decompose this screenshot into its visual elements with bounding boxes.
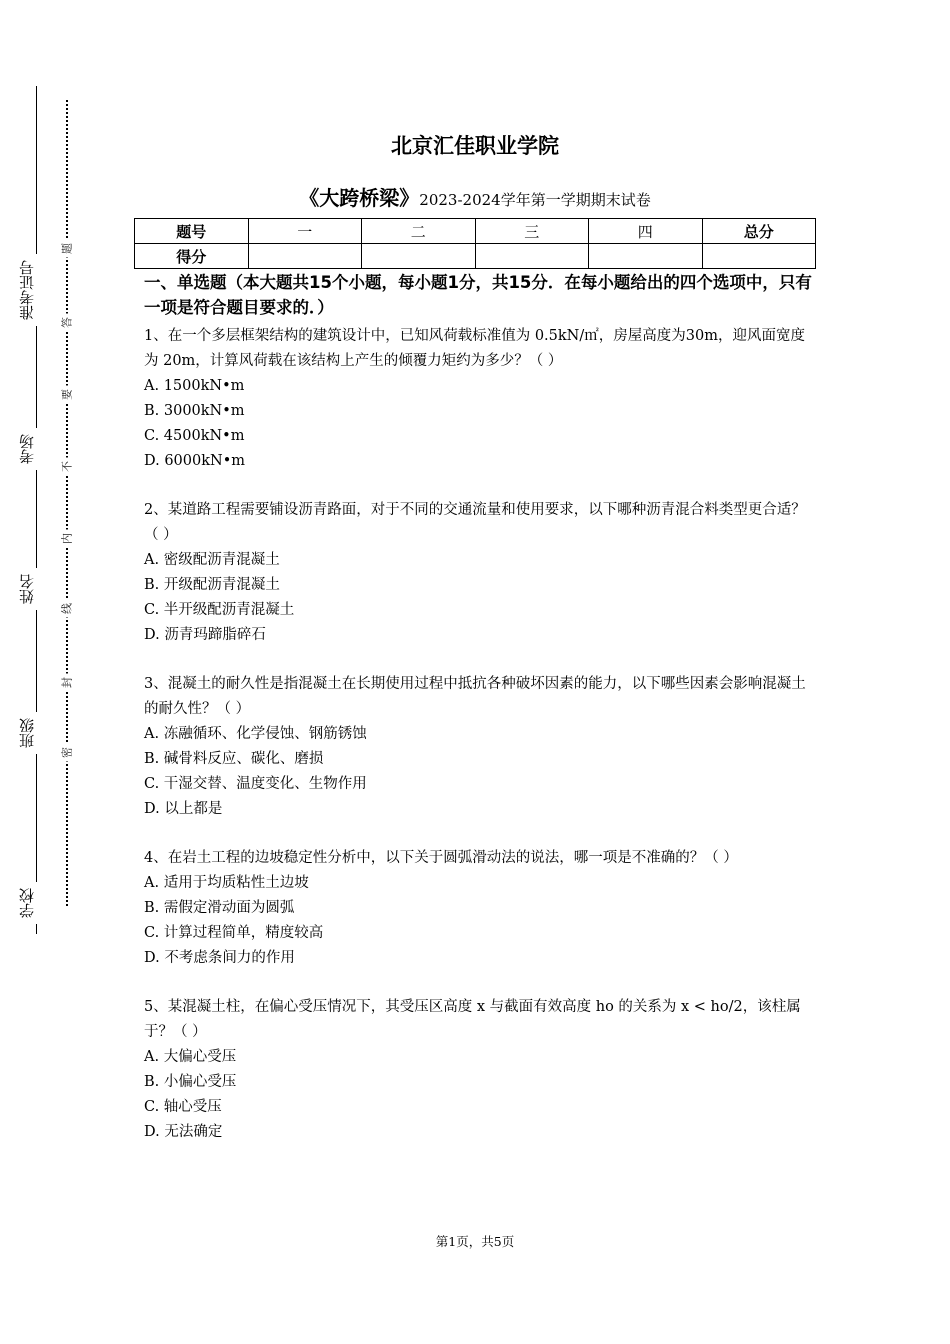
seal-char: 密 xyxy=(59,744,76,762)
question-stem: 3、混凝土的耐久性是指混凝土在长期使用过程中抵抗各种破坏因素的能力，以下哪些因素会影响混凝土的耐久性？（ ） xyxy=(144,676,806,717)
seal-char: 封 xyxy=(59,674,76,692)
score-table-header-cell: 四 xyxy=(589,219,703,244)
binding-solid-line xyxy=(36,86,37,934)
question-option: B. 小偏心受压 xyxy=(144,1074,237,1090)
score-cell xyxy=(248,244,362,269)
question-option: D. 不考虑条间力的作用 xyxy=(144,950,295,966)
score-cell xyxy=(702,244,816,269)
question-option: C. 干湿交替、温度变化、生物作用 xyxy=(144,776,367,792)
question xyxy=(144,846,814,971)
exam-term: 2023-2024学年第一学期期末试卷 xyxy=(419,191,651,209)
seal-char: 不 xyxy=(59,458,76,476)
question-option: B. 需假定滑动面为圆弧 xyxy=(144,900,295,916)
field-school: 学校 xyxy=(20,882,54,924)
question-option: A. 1500kN•m xyxy=(144,378,245,394)
question-option: D. 以上都是 xyxy=(144,801,223,817)
question-option: A. 冻融循环、化学侵蚀、钢筋锈蚀 xyxy=(144,726,367,742)
question-option: D. 6000kN•m xyxy=(144,453,246,469)
question-option: C. 计算过程简单，精度较高 xyxy=(144,925,324,941)
score-table-header-row xyxy=(135,219,816,244)
school-title: 北京汇佳职业学院 xyxy=(391,134,559,158)
question-option: B. 开级配沥青混凝土 xyxy=(144,577,280,593)
score-cell xyxy=(475,244,589,269)
question-option: C. 半开级配沥青混凝土 xyxy=(144,602,295,618)
score-table-score-row xyxy=(135,244,816,269)
score-row-label: 得分 xyxy=(135,244,249,269)
field-name: 姓名 xyxy=(20,568,54,610)
question-option: B. 碱骨料反应、碳化、磨损 xyxy=(144,751,324,767)
question-option: C. 4500kN•m xyxy=(144,428,245,444)
score-cell xyxy=(362,244,476,269)
question-option: D. 沥青玛蹄脂碎石 xyxy=(144,627,266,643)
score-cell xyxy=(589,244,703,269)
question-option: A. 密级配沥青混凝土 xyxy=(144,552,280,568)
question-option: D. 无法确定 xyxy=(144,1124,223,1140)
question-stem: 2、某道路工程需要铺设沥青路面，对于不同的交通流量和使用要求，以下哪种沥青混合料类型更合适？（ ） xyxy=(144,502,806,543)
seal-char: 要 xyxy=(59,386,76,404)
question xyxy=(144,672,814,822)
score-table-header-cell: 题号 xyxy=(135,219,249,244)
score-table-header-cell: 总分 xyxy=(702,219,816,244)
field-admission-number: 准考证号 xyxy=(20,254,54,326)
question-stem: 5、某混凝土柱，在偏心受压情况下，其受压区高度 x 与截面有效高度 ho 的关系为 x < ho/2，该柱属于？（ ） xyxy=(144,999,801,1040)
binding-dotted-seal-line xyxy=(66,100,68,906)
field-exam-room: 考场 xyxy=(20,428,54,470)
seal-char: 题 xyxy=(59,240,76,258)
question-option: A. 大偏心受压 xyxy=(144,1049,237,1065)
section-heading: 一、单选题（本大题共15个小题，每小题1分，共15分．在每小题给出的四个选项中，只有一项是符合题目要求的．） xyxy=(144,273,812,317)
question-option: B. 3000kN•m xyxy=(144,403,245,419)
question xyxy=(144,995,814,1145)
course-name: 《大跨桥梁》 xyxy=(299,186,420,210)
field-class: 班级 xyxy=(20,712,54,754)
exam-title xyxy=(0,182,950,211)
score-table-header-cell: 一 xyxy=(248,219,362,244)
page-footer: 第1页，共5页 xyxy=(435,1234,515,1249)
question-option: A. 适用于均质粘性土边坡 xyxy=(144,875,309,891)
score-table-header-cell: 三 xyxy=(475,219,589,244)
score-table-header-cell: 二 xyxy=(362,219,476,244)
seal-char: 线 xyxy=(59,600,76,618)
question xyxy=(144,498,814,648)
seal-char: 内 xyxy=(59,530,76,548)
question-stem: 1、在一个多层框架结构的建筑设计中，已知风荷载标准值为 0.5kN/㎡，房屋高度为30m，迎风面宽度为 20m，计算风荷载在该结构上产生的倾覆力矩约为多少？（ ） xyxy=(144,328,805,369)
question-option: C. 轴心受压 xyxy=(144,1099,222,1115)
score-table xyxy=(134,218,816,269)
question-stem: 4、在岩土工程的边坡稳定性分析中，以下关于圆弧滑动法的说法，哪一项是不准确的？（ ） xyxy=(144,850,738,866)
question xyxy=(144,324,814,474)
seal-char: 答 xyxy=(59,314,76,332)
exam-content xyxy=(144,270,814,1169)
